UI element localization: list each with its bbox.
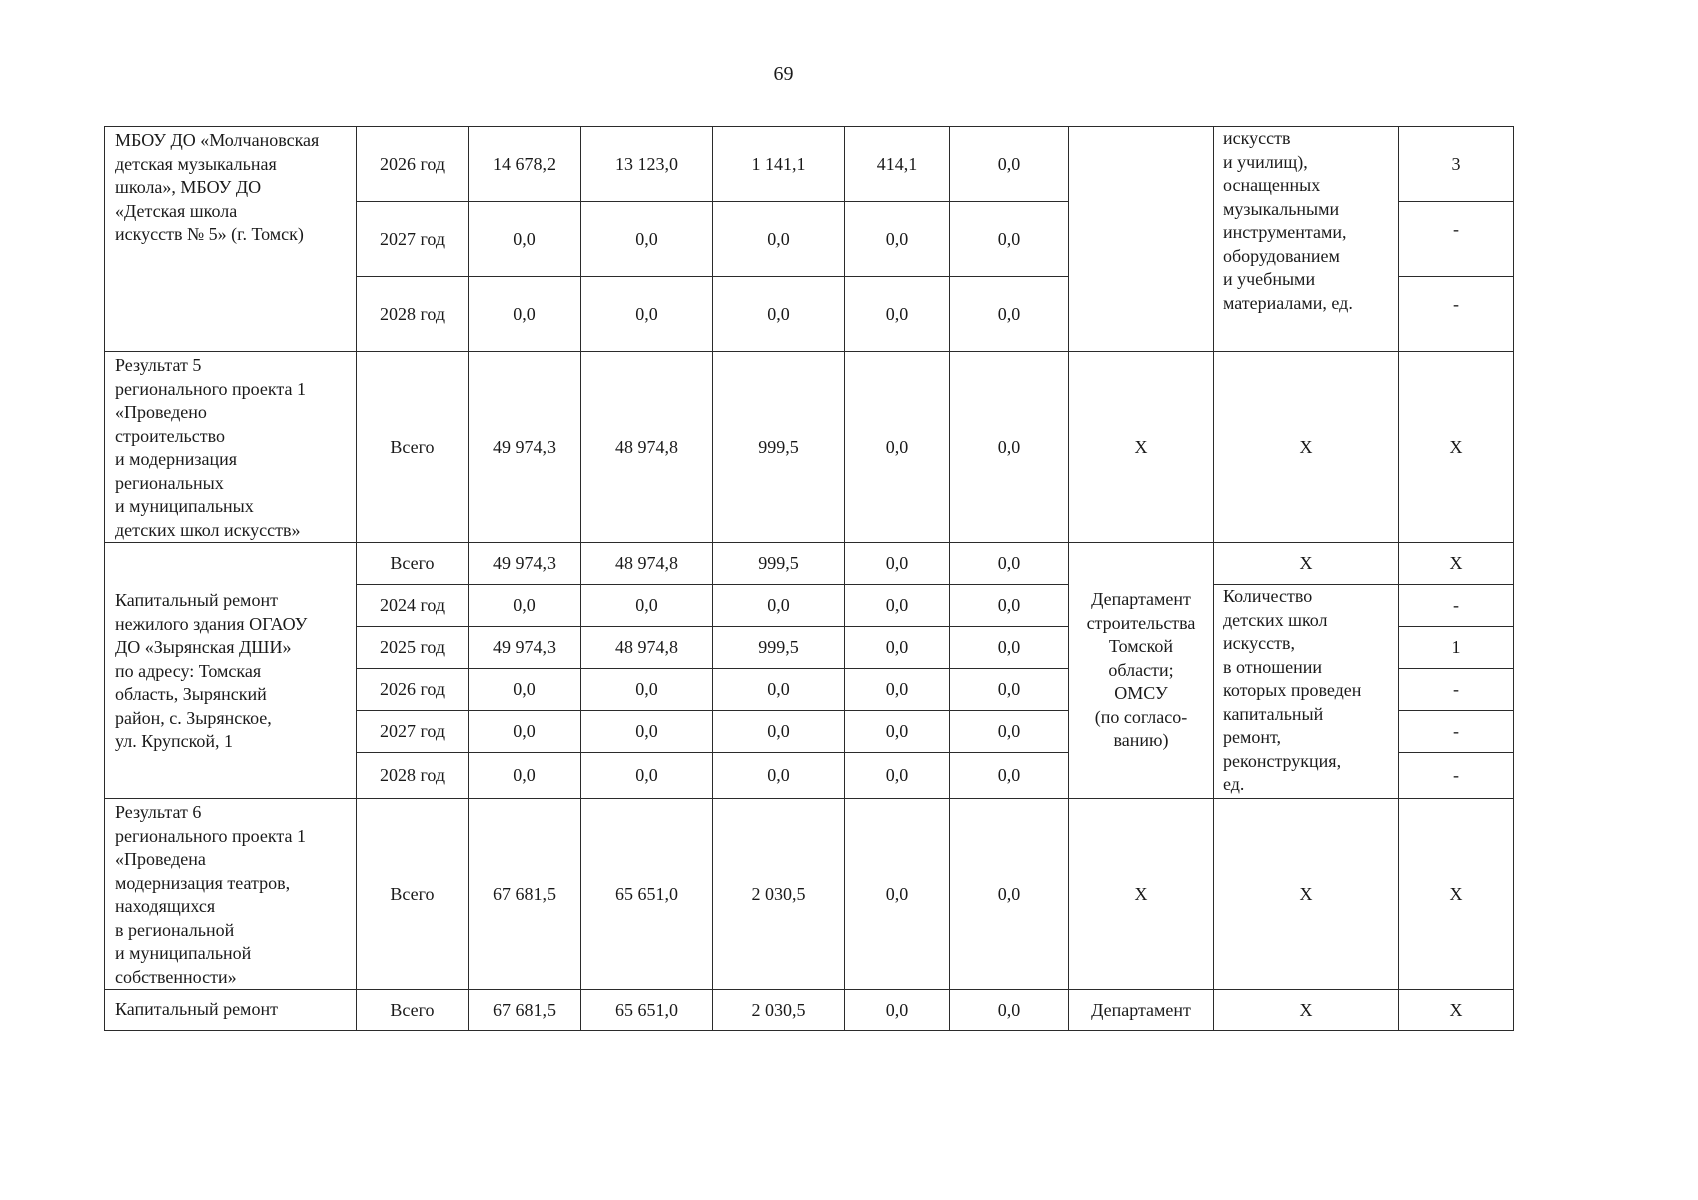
text-line: район, с. Зырянское,	[115, 707, 272, 728]
text-line: оборудованием	[1223, 245, 1340, 266]
measure-name-cell: Капитальный ремонт	[105, 990, 357, 1031]
text-line: регионального проекта 1	[115, 378, 306, 399]
period-cell: Всего	[357, 543, 469, 585]
text-line: ОМСУ	[1114, 683, 1168, 704]
table-row	[105, 543, 1514, 585]
text-line: и училищ),	[1223, 151, 1308, 172]
text-line: детских школ	[1223, 609, 1328, 630]
text-line: Результат 5	[115, 355, 202, 375]
other-amount-cell: 0,0	[950, 277, 1069, 352]
text-line: школа», МБОУ ДО	[115, 177, 262, 197]
text-line: искусств	[1223, 128, 1291, 148]
federal-amount-cell: 0,0	[581, 277, 713, 352]
federal-amount-cell: 65 651,0	[581, 990, 713, 1031]
text-line: Капитальный ремонт	[115, 590, 278, 611]
target-value-cell: -	[1399, 669, 1514, 711]
federal-amount-cell: 0,0	[581, 202, 713, 277]
indicator-cell: X	[1214, 990, 1399, 1031]
text-line: и учебными	[1223, 269, 1316, 289]
total-amount-cell: 0,0	[469, 711, 581, 753]
text-line: Количество	[1223, 586, 1313, 606]
local-amount-cell: 0,0	[845, 543, 950, 585]
text-line: МБОУ ДО «Молчановская	[115, 130, 320, 150]
measure-name-cell	[105, 127, 357, 352]
text-line: в региональной	[115, 919, 235, 940]
regional-amount-cell: 1 141,1	[713, 127, 845, 202]
text-line: ул. Крупской, 1	[115, 731, 234, 752]
total-amount-cell: 0,0	[469, 277, 581, 352]
executor-cell	[1069, 543, 1214, 799]
indicator-cell: X	[1214, 543, 1399, 585]
target-value-cell: -	[1399, 585, 1514, 627]
text-line: и муниципальных	[115, 496, 254, 516]
period-cell: 2025 год	[357, 627, 469, 669]
target-value-cell: X	[1399, 990, 1514, 1031]
table-row	[105, 799, 1514, 990]
federal-amount-cell: 48 974,8	[581, 543, 713, 585]
text-line: собственности»	[115, 966, 237, 987]
table-row	[105, 127, 1514, 202]
target-value-cell: -	[1399, 277, 1514, 352]
local-amount-cell: 414,1	[845, 127, 950, 202]
local-amount-cell: 0,0	[845, 990, 950, 1031]
text-line: ед.	[1223, 774, 1245, 794]
total-amount-cell: 0,0	[469, 753, 581, 799]
result-name-cell	[105, 799, 357, 990]
result-name	[115, 801, 348, 989]
text-line: модернизация театров,	[115, 872, 291, 893]
text-line: находящихся	[115, 896, 216, 916]
text-line: реконструкция,	[1223, 750, 1342, 771]
text-line: региональных	[115, 472, 224, 493]
federal-amount-cell: 65 651,0	[581, 799, 713, 990]
text-line: ванию)	[1113, 730, 1169, 751]
indicator-cell	[1214, 127, 1399, 352]
text-line: нежилого здания ОГАОУ	[115, 613, 308, 634]
target-value-cell: -	[1399, 202, 1514, 277]
other-amount-cell: 0,0	[950, 352, 1069, 543]
local-amount-cell: 0,0	[845, 799, 950, 990]
result-name-cell	[105, 352, 357, 543]
regional-amount-cell: 999,5	[713, 543, 845, 585]
local-amount-cell: 0,0	[845, 585, 950, 627]
text-line: Департамент	[1091, 589, 1191, 610]
period-cell: 2027 год	[357, 202, 469, 277]
period-cell: 2027 год	[357, 711, 469, 753]
indicator-cell	[1214, 585, 1399, 799]
text-line: которых проведен	[1223, 680, 1362, 700]
target-value-cell: -	[1399, 711, 1514, 753]
other-amount-cell: 0,0	[950, 753, 1069, 799]
period-cell: 2026 год	[357, 669, 469, 711]
indicator-cell: X	[1214, 799, 1399, 990]
text-line: искусств,	[1223, 633, 1295, 653]
federal-amount-cell: 13 123,0	[581, 127, 713, 202]
target-value-cell: X	[1399, 352, 1514, 543]
regional-amount-cell: 0,0	[713, 585, 845, 627]
other-amount-cell: 0,0	[950, 202, 1069, 277]
regional-amount-cell: 0,0	[713, 202, 845, 277]
executor-cell: Департамент	[1069, 990, 1214, 1031]
total-amount-cell: 49 974,3	[469, 352, 581, 543]
target-value-cell: X	[1399, 543, 1514, 585]
other-amount-cell: 0,0	[950, 127, 1069, 202]
executor-cell: X	[1069, 352, 1214, 543]
text-line: области;	[1108, 659, 1174, 680]
other-amount-cell: 0,0	[950, 669, 1069, 711]
indicator-cell: X	[1214, 352, 1399, 543]
total-amount-cell: 0,0	[469, 585, 581, 627]
regional-amount-cell: 0,0	[713, 669, 845, 711]
indicator-text	[1223, 127, 1390, 315]
text-line: капитальный	[1223, 703, 1324, 724]
total-amount-cell: 0,0	[469, 202, 581, 277]
text-line: детская музыкальная	[115, 153, 277, 174]
target-value-cell: 1	[1399, 627, 1514, 669]
executor-text	[1069, 588, 1213, 753]
measure-name	[115, 589, 348, 754]
table-row	[105, 352, 1514, 543]
budget-table	[104, 126, 1514, 1031]
text-line: инструментами,	[1223, 222, 1347, 242]
federal-amount-cell: 0,0	[581, 585, 713, 627]
text-line: строительство	[115, 425, 225, 446]
total-amount-cell: 67 681,5	[469, 990, 581, 1031]
text-line: «Детская школа	[115, 200, 238, 221]
total-amount-cell: 14 678,2	[469, 127, 581, 202]
regional-amount-cell: 999,5	[713, 627, 845, 669]
target-value-cell: 3	[1399, 127, 1514, 202]
local-amount-cell: 0,0	[845, 711, 950, 753]
indicator-text	[1223, 585, 1390, 797]
text-line: материалами, ед.	[1223, 292, 1353, 313]
text-line: в отношении	[1223, 656, 1323, 677]
other-amount-cell: 0,0	[950, 585, 1069, 627]
regional-amount-cell: 2 030,5	[713, 799, 845, 990]
text-line: Томской	[1108, 636, 1174, 657]
target-value-cell: X	[1399, 799, 1514, 990]
period-cell: Всего	[357, 352, 469, 543]
text-line: оснащенных	[1223, 175, 1321, 195]
text-line: ДО «Зырянская ДШИ»	[115, 637, 292, 658]
other-amount-cell: 0,0	[950, 990, 1069, 1031]
text-line: искусств № 5» (г. Томск)	[115, 224, 304, 244]
result-name	[115, 354, 348, 542]
regional-amount-cell: 999,5	[713, 352, 845, 543]
other-amount-cell: 0,0	[950, 799, 1069, 990]
target-value-cell: -	[1399, 753, 1514, 799]
period-cell: Всего	[357, 799, 469, 990]
local-amount-cell: 0,0	[845, 753, 950, 799]
measure-name-cell	[105, 543, 357, 799]
period-cell: 2028 год	[357, 277, 469, 352]
executor-cell: X	[1069, 799, 1214, 990]
total-amount-cell: 67 681,5	[469, 799, 581, 990]
measure-name	[115, 129, 348, 247]
local-amount-cell: 0,0	[845, 669, 950, 711]
period-cell: 2026 год	[357, 127, 469, 202]
text-line: музыкальными	[1223, 198, 1340, 219]
total-amount-cell: 49 974,3	[469, 543, 581, 585]
period-cell: Всего	[357, 990, 469, 1031]
table-row	[105, 990, 1514, 1031]
executor-cell	[1069, 127, 1214, 352]
text-line: «Проведено	[115, 402, 207, 422]
text-line: детских школ искусств»	[115, 519, 301, 540]
federal-amount-cell: 0,0	[581, 753, 713, 799]
federal-amount-cell: 48 974,8	[581, 627, 713, 669]
text-line: область, Зырянский	[115, 684, 267, 705]
regional-amount-cell: 2 030,5	[713, 990, 845, 1031]
local-amount-cell: 0,0	[845, 627, 950, 669]
local-amount-cell: 0,0	[845, 352, 950, 543]
text-line: ремонт,	[1223, 727, 1282, 747]
text-line: (по согласо-	[1094, 706, 1188, 727]
period-cell: 2028 год	[357, 753, 469, 799]
other-amount-cell: 0,0	[950, 627, 1069, 669]
text-line: «Проведена	[115, 849, 206, 869]
regional-amount-cell: 0,0	[713, 277, 845, 352]
local-amount-cell: 0,0	[845, 202, 950, 277]
federal-amount-cell: 0,0	[581, 669, 713, 711]
text-line: строительства	[1086, 612, 1196, 633]
other-amount-cell: 0,0	[950, 711, 1069, 753]
federal-amount-cell: 48 974,8	[581, 352, 713, 543]
text-line: регионального проекта 1	[115, 825, 306, 846]
regional-amount-cell: 0,0	[713, 711, 845, 753]
text-line: и модернизация	[115, 449, 238, 469]
regional-amount-cell: 0,0	[713, 753, 845, 799]
text-line: и муниципальной	[115, 943, 252, 963]
text-line: Результат 6	[115, 802, 202, 822]
period-cell: 2024 год	[357, 585, 469, 627]
local-amount-cell: 0,0	[845, 277, 950, 352]
other-amount-cell: 0,0	[950, 543, 1069, 585]
total-amount-cell: 49 974,3	[469, 627, 581, 669]
federal-amount-cell: 0,0	[581, 711, 713, 753]
text-line: по адресу: Томская	[115, 660, 262, 681]
page-number: 69	[773, 63, 794, 85]
total-amount-cell: 0,0	[469, 669, 581, 711]
